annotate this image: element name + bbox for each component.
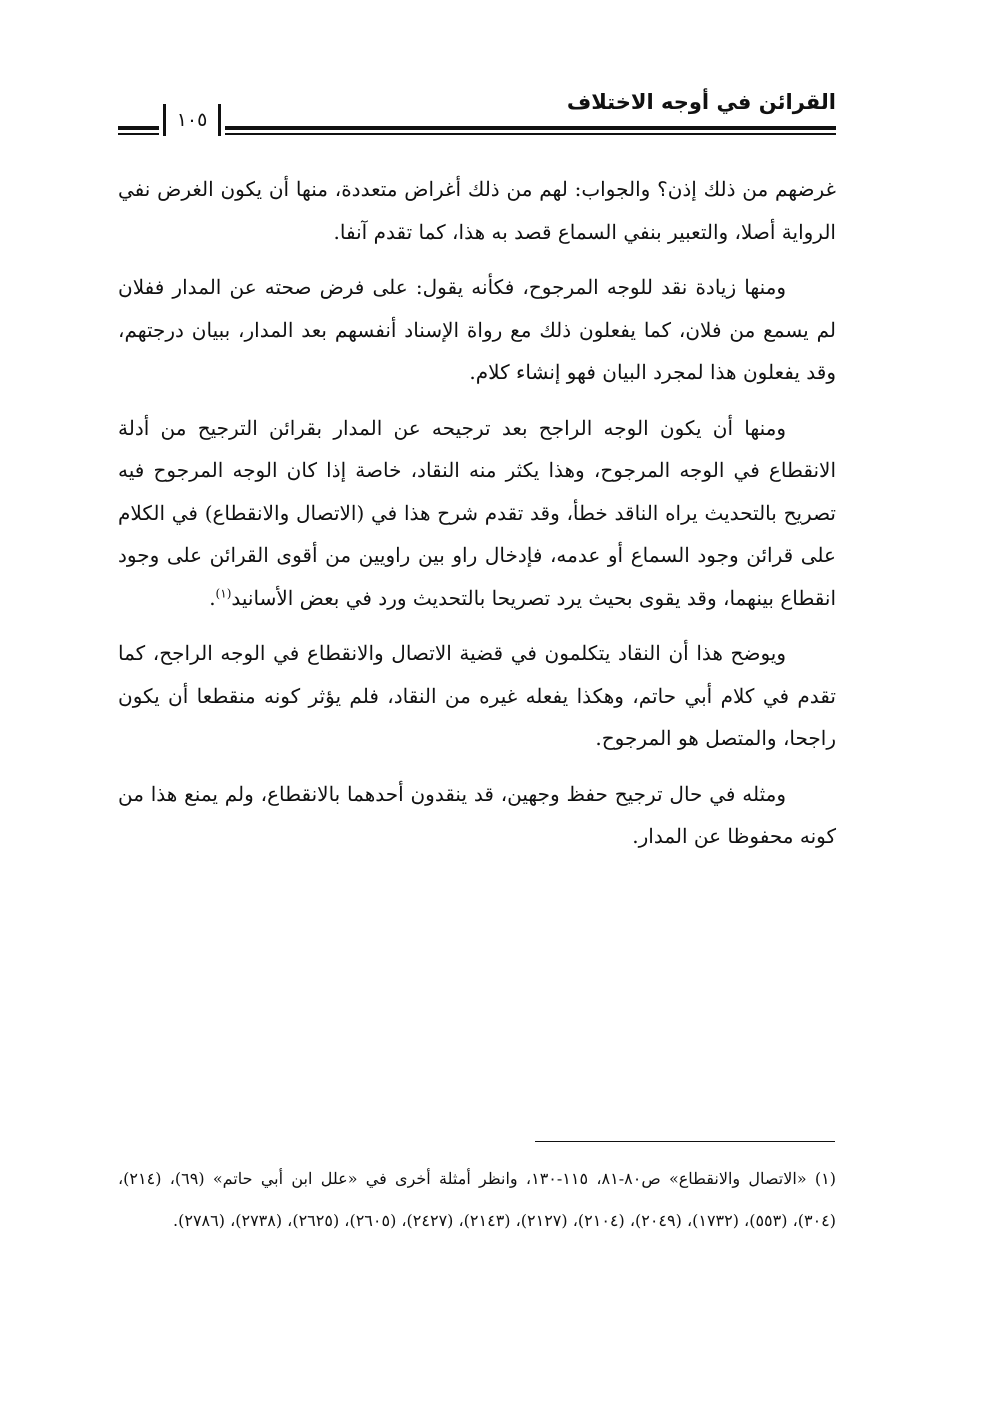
- paragraph-3-text: ومنها أن يكون الوجه الراجح بعد ترجيحه عن المدار بقرائن الترجيح من أدلة الانقطاع في الوجه المرجوح، وهذا يكثر منه النقاد، خاصة إذا كان الوجه المرجوح فيه تصريح بالتحديث يراه الناقد خطأ، وقد تقدم شرح هذا في (الاتصال والانقطاع) في الكلام على قرائن وجود السماع أو عدمه، فإدخال راو بين راويين من أقوى القرائن على وجود انقطاع بينهما، وقد يقوى بحيث يرد تصريحا بالتحديث ورد في بعض الأسانيد: [118, 415, 836, 610]
- footnote: [118, 1158, 836, 1242]
- running-title: القرائن في أوجه الاختلاف: [566, 90, 836, 114]
- footnote-1: (١) «الاتصال والانقطاع» ص٨٠-٨١، ١١٥-١٣٠، وانظر أمثلة أخرى في «علل ابن أبي حاتم» (٦٩)، (٢١٤)، (٣٠٤)، (٥٥٣)، (١٧٣٢)، (٢٠٤٩)، (٢١٠٤)، (٢١٢٧)، (٢١٤٣)، (٢٤٢٧)، (٢٦٠٥)، (٢٦٢٥)، (٢٧٣٨)، (٢٧٨٦).: [118, 1169, 836, 1230]
- header-rule-left-thin: [118, 133, 159, 135]
- paragraph-4: ويوضح هذا أن النقاد يتكلمون في قضية الاتصال والانقطاع في الوجه الراجح، كما تقدم في كلام أبي حاتم، وهكذا يفعله غيره من النقاد، فلم يؤثر كونه منقطعا أن يكون راجحا، والمتصل هو المرجوح.: [118, 641, 836, 750]
- main-text: [118, 168, 836, 871]
- paragraph-1: غرضهم من ذلك إذن؟ والجواب: لهم من ذلك أغراض متعددة، منها أن يكون الغرض نفي الرواية أصلا، والتعبير بنفي السماع قصد به هذا، كما تقدم آنفا.: [118, 177, 836, 244]
- paragraph-3-end: .: [209, 585, 216, 610]
- header-rule-thin: [225, 133, 836, 135]
- header-rule-thick: [225, 126, 836, 130]
- footnote-separator: [535, 1141, 835, 1142]
- paragraph-5: ومثله في حال ترجيح حفظ وجهين، قد ينقدون أحدهما بالانقطاع، ولم يمنع هذا من كونه محفوظا عن المدار.: [118, 781, 836, 848]
- page-number: ١٠٥: [163, 104, 221, 136]
- page-header: [118, 88, 836, 148]
- paragraph-2: ومنها زيادة نقد للوجه المرجوح، فكأنه يقول: على فرض صحته عن المدار ففلان لم يسمع من فلان، كما يفعلون ذلك مع رواة الإسناد أنفسهم بعد المدار، ببيان درجتهم، وقد يفعلون هذا لمجرد البيان فهو إنشاء كلام.: [118, 275, 836, 384]
- footnote-reference[interactable]: (١): [215, 585, 232, 600]
- paragraph-3: [118, 407, 836, 620]
- header-rule-left-thick: [118, 126, 159, 130]
